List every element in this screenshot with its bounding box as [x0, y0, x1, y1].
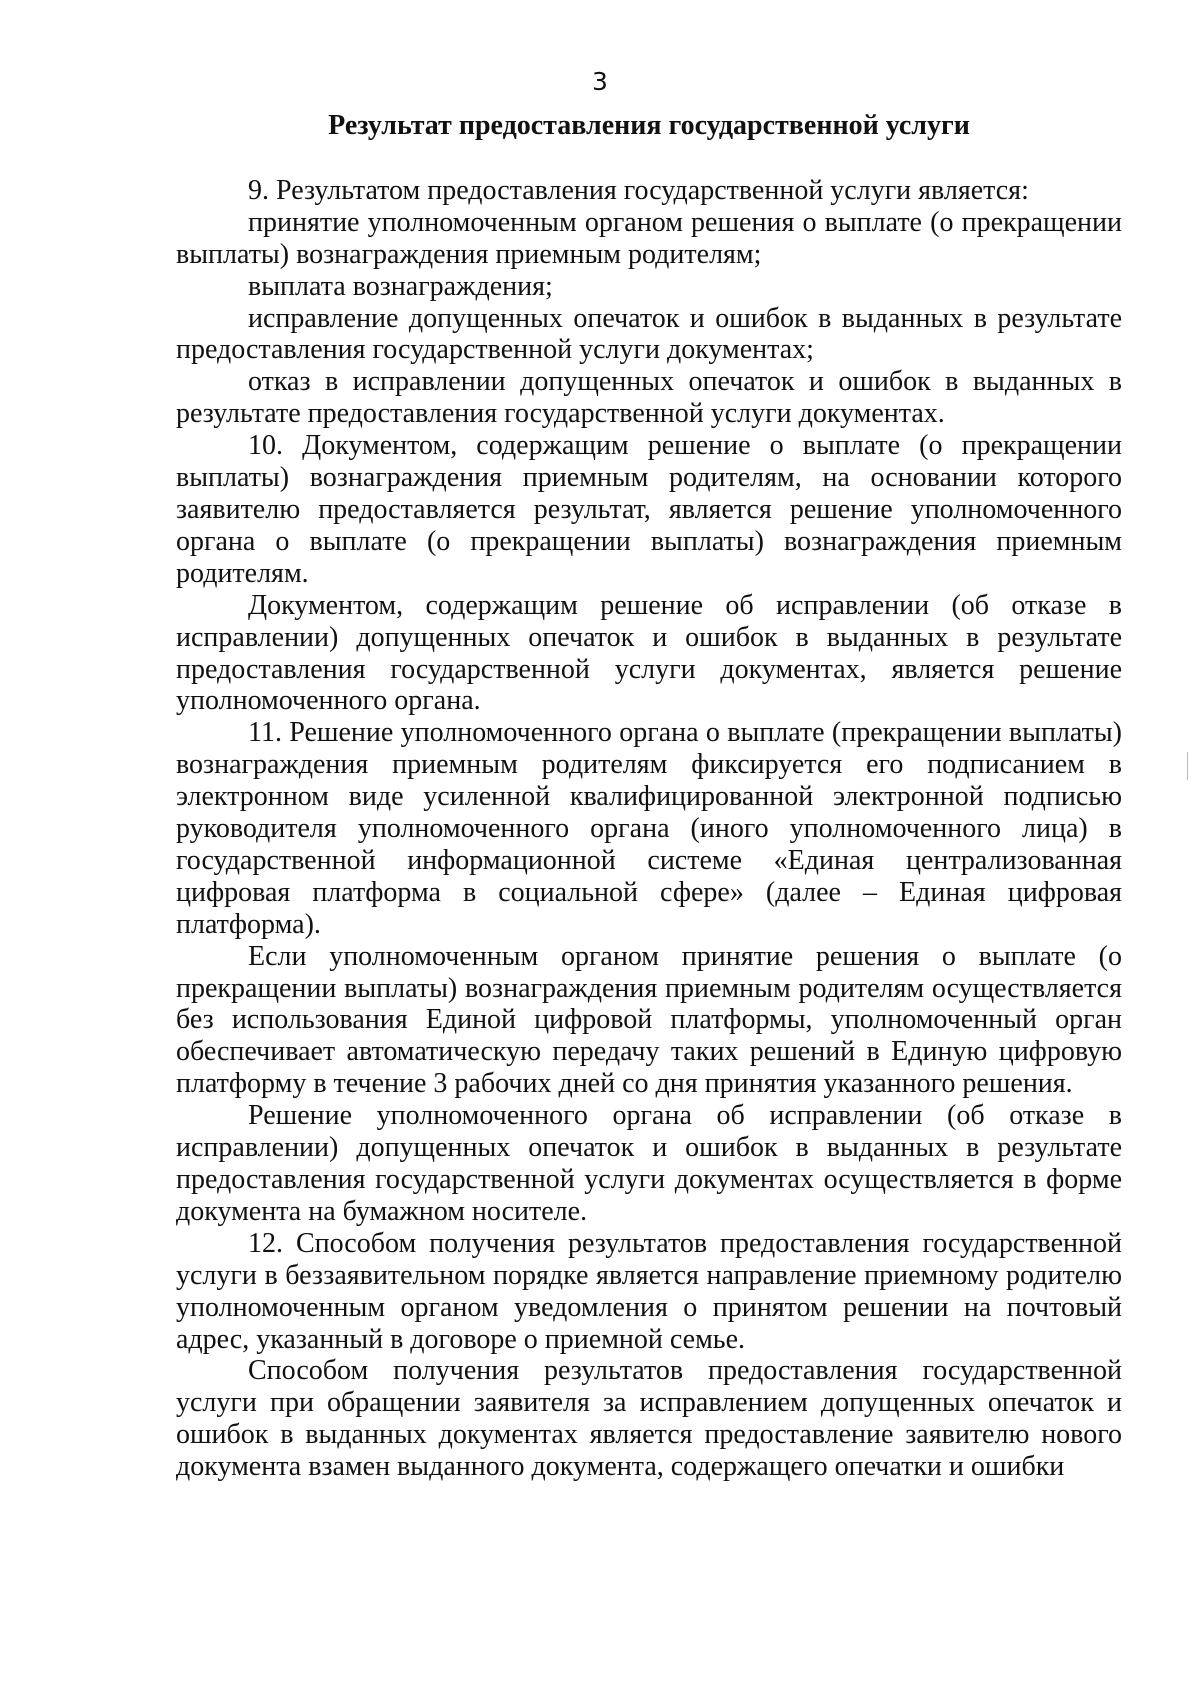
paragraph-9-item-refusal: отказ в исправлении допущенных опечаток и ошибок в выданных в результате предоставления государственной услуги документах. [176, 366, 1122, 430]
paragraph-11: 11. Решение уполномоченного органа о выплате (прекращении выплаты) вознаграждения приемным родителям фиксируется его подписанием в электронном виде усиленной квалифицированной электронной подписью руководителя уполномоченного органа (иного уполномоченного лица) в государственной информационной системе «Единая централизованная цифровая платформа в социальной сфере» (далее – Единая цифровая платформа). [176, 717, 1122, 940]
paragraph-12-correction-method: Способом получения результатов предоставления государственной услуги при обращении заявителя за исправлением допущенных опечаток и ошибок в выданных документах является предоставление заявителю нового документа взамен выданного документа, содержащего опечатки и ошибки [176, 1355, 1122, 1483]
paragraph-9-item-correction: исправление допущенных опечаток и ошибок в выданных в результате предоставления государственной услуги документах; [176, 302, 1122, 366]
paragraph-11-without-platform: Если уполномоченным органом принятие решения о выплате (о прекращении выплаты) вознаграждения приемным родителям осуществляется без использования Единой цифровой платформы, уполномоченный орган обеспечивает автоматическую передачу таких решений в Единую цифровую платформу в течение 3 рабочих дней со дня принятия указанного решения. [176, 940, 1122, 1100]
section-heading: Результат предоставления государственной услуги [328, 110, 970, 141]
paragraph-9-item-decision: принятие уполномоченным органом решения о выплате (о прекращении выплаты) вознаграждения приемным родителям; [176, 206, 1122, 270]
document-body [176, 110, 1122, 1483]
paragraph-11-paper-form: Решение уполномоченного органа об исправлении (об отказе в исправлении) допущенных опечаток и ошибок в выданных в результате предоставления государственной услуги документах осуществляется в форме документа на бумажном носителе. [176, 1100, 1122, 1227]
paragraph-12: 12. Способом получения результатов предоставления государственной услуги в беззаявительном порядке является направление приемному родителю уполномоченным органом уведомления о принятом решении на почтовый адрес, указанный в договоре о приемной семье. [176, 1227, 1122, 1355]
paragraph-10-correction-document: Документом, содержащим решение об исправлении (об отказе в исправлении) допущенных опечаток и ошибок в выданных в результате предоставления государственной услуги документах, является решение уполномоченного органа. [176, 589, 1122, 717]
paragraph-9: 9. Результатом предоставления государственной услуги является: [248, 174, 1029, 206]
scan-artifact-mark [1187, 752, 1188, 780]
page-number: 3 [592, 67, 608, 96]
paragraph-10: 10. Документом, содержащим решение о выплате (о прекращении выплаты) вознаграждения приемным родителям, на основании которого заявителю предоставляется результат, является решение уполномоченного органа о выплате (о прекращении выплаты) вознаграждения приемным родителям. [176, 430, 1122, 589]
paragraph-9-item-payment: выплата вознаграждения; [248, 270, 553, 302]
